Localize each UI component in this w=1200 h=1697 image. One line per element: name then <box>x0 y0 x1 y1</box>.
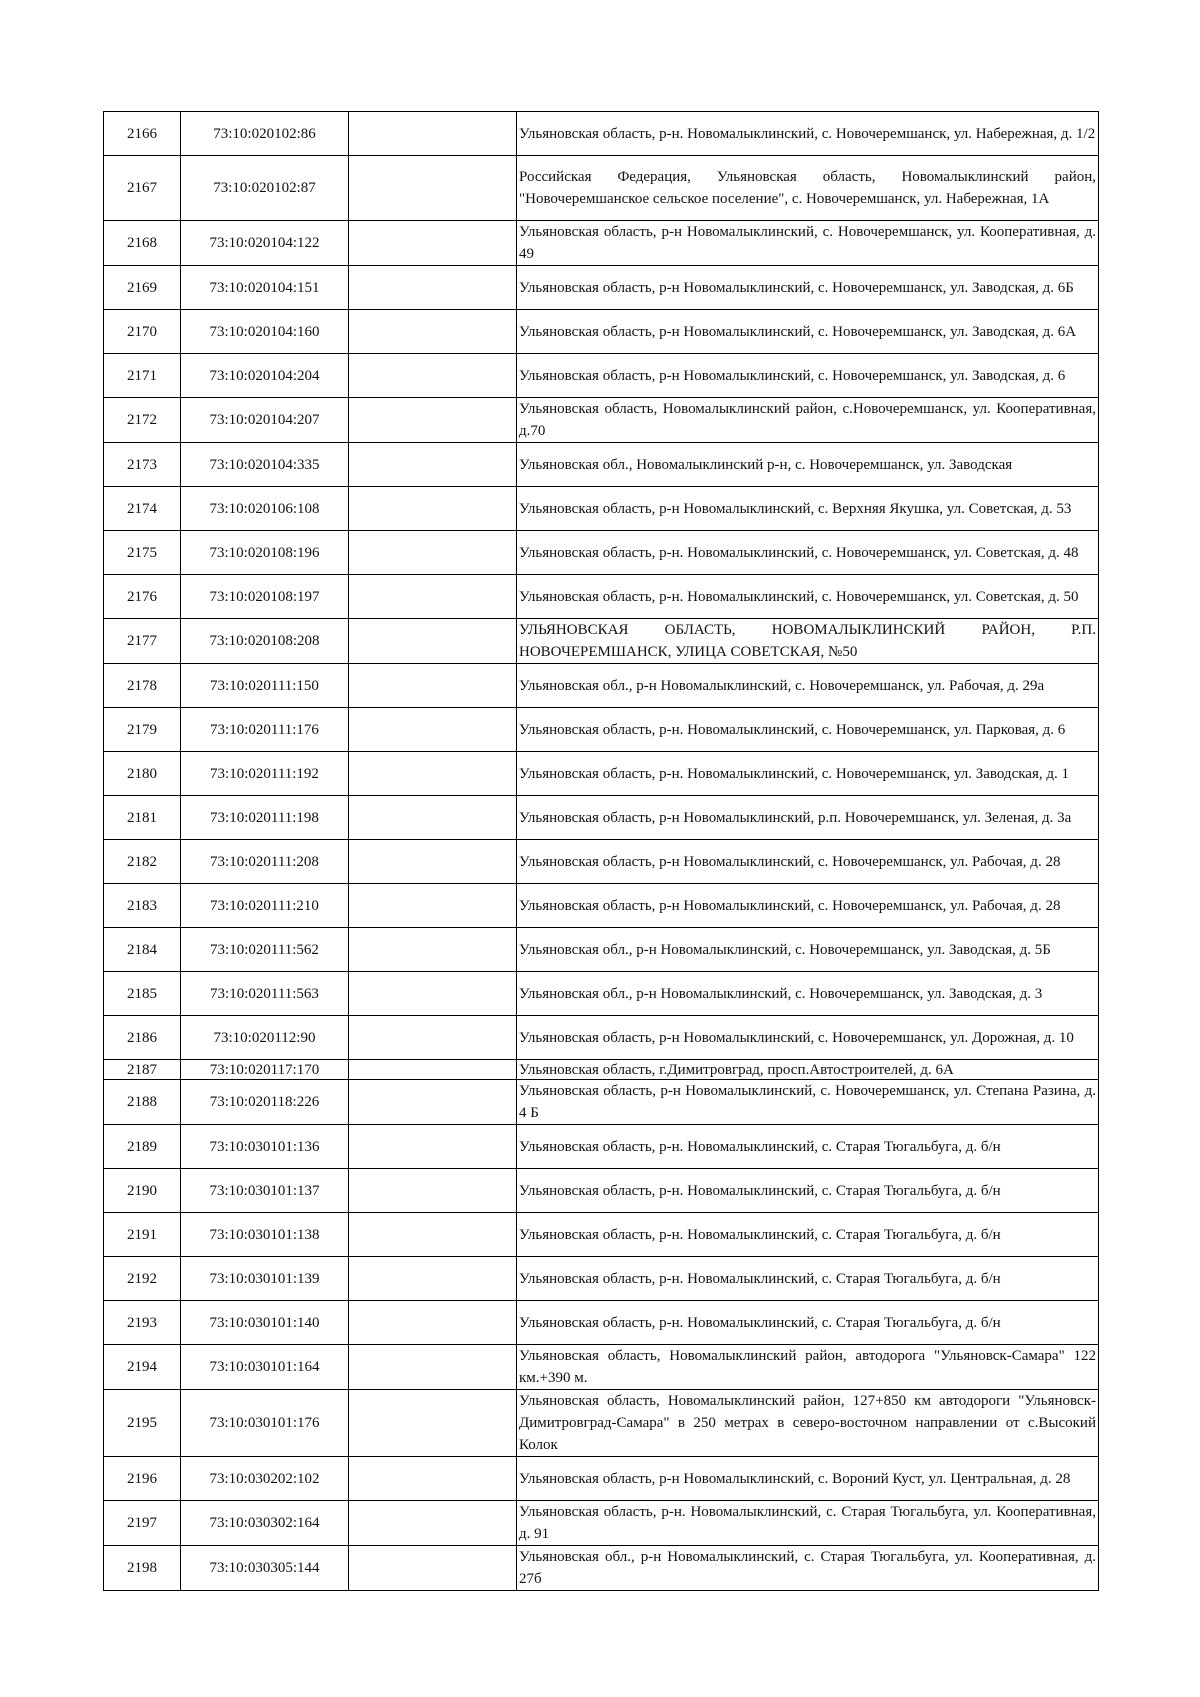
table-row <box>104 664 1099 708</box>
address-cell: Ульяновская область, р-н. Новомалыклинский, с. Старая Тюгальбуга, ул. Кооперативная, д. 91 <box>517 1501 1099 1546</box>
address-cell: Ульяновская область, Новомалыклинский район, 127+850 км автодороги "Ульяновск-Димитровград-Самара" в 250 метрах в северо-восточном направлении от с.Высокий Колок <box>517 1390 1099 1457</box>
row-number-cell: 2187 <box>104 1060 181 1080</box>
address-cell: Ульяновская область, р-н Новомалыклинский, с. Новочеремшанск, ул. Степана Разина, д. 4 Б <box>517 1080 1099 1125</box>
table-row <box>104 575 1099 619</box>
empty-cell <box>349 619 517 664</box>
table-row <box>104 531 1099 575</box>
address-cell: Ульяновская обл., р-н Новомалыклинский, с. Старая Тюгальбуга, ул. Кооперативная, д. 27б <box>517 1546 1099 1591</box>
row-number-cell: 2188 <box>104 1080 181 1125</box>
empty-cell <box>349 708 517 752</box>
empty-cell <box>349 1257 517 1301</box>
row-number-cell: 2186 <box>104 1016 181 1060</box>
row-number-cell: 2177 <box>104 619 181 664</box>
row-number-cell: 2190 <box>104 1169 181 1213</box>
row-number-cell: 2170 <box>104 310 181 354</box>
table-row <box>104 752 1099 796</box>
table-row <box>104 1169 1099 1213</box>
table-row <box>104 398 1099 443</box>
cadastral-number-cell: 73:10:030101:137 <box>181 1169 349 1213</box>
table-row <box>104 928 1099 972</box>
table-row <box>104 487 1099 531</box>
row-number-cell: 2197 <box>104 1501 181 1546</box>
cadastral-number-cell: 73:10:020111:150 <box>181 664 349 708</box>
row-number-cell: 2194 <box>104 1345 181 1390</box>
address-cell: Ульяновская область, р-н Новомалыклинский, с. Новочеремшанск, ул. Кооперативная, д. 49 <box>517 221 1099 266</box>
address-cell: Ульяновская область, р-н Новомалыклинский, с. Новочеремшанск, ул. Дорожная, д. 10 <box>517 1016 1099 1060</box>
address-cell: Ульяновская область, р-н Новомалыклинский, с. Верхняя Якушка, ул. Советская, д. 53 <box>517 487 1099 531</box>
table-row <box>104 1080 1099 1125</box>
table-row <box>104 840 1099 884</box>
empty-cell <box>349 443 517 487</box>
address-cell: Ульяновская область, р-н. Новомалыклинский, с. Старая Тюгальбуга, д. б/н <box>517 1213 1099 1257</box>
row-number-cell: 2168 <box>104 221 181 266</box>
empty-cell <box>349 354 517 398</box>
row-number-cell: 2191 <box>104 1213 181 1257</box>
table-row <box>104 1457 1099 1501</box>
empty-cell <box>349 928 517 972</box>
cadastral-number-cell: 73:10:020111:210 <box>181 884 349 928</box>
empty-cell <box>349 112 517 156</box>
table-row <box>104 1501 1099 1546</box>
registry-table-body <box>104 112 1099 1591</box>
cadastral-number-cell: 73:10:020108:197 <box>181 575 349 619</box>
empty-cell <box>349 796 517 840</box>
row-number-cell: 2182 <box>104 840 181 884</box>
row-number-cell: 2185 <box>104 972 181 1016</box>
table-row <box>104 156 1099 221</box>
address-cell: Ульяновская обл., р-н Новомалыклинский, с. Новочеремшанск, ул. Заводская, д. 3 <box>517 972 1099 1016</box>
empty-cell <box>349 310 517 354</box>
address-cell: Ульяновская область, р-н. Новомалыклинский, с. Новочеремшанск, ул. Заводская, д. 1 <box>517 752 1099 796</box>
empty-cell <box>349 156 517 221</box>
table-row <box>104 796 1099 840</box>
empty-cell <box>349 1345 517 1390</box>
row-number-cell: 2171 <box>104 354 181 398</box>
cadastral-number-cell: 73:10:020104:122 <box>181 221 349 266</box>
address-cell: Ульяновская область, р-н. Новомалыклинский, с. Старая Тюгальбуга, д. б/н <box>517 1257 1099 1301</box>
cadastral-number-cell: 73:10:020104:207 <box>181 398 349 443</box>
empty-cell <box>349 1060 517 1080</box>
row-number-cell: 2193 <box>104 1301 181 1345</box>
empty-cell <box>349 398 517 443</box>
cadastral-number-cell: 73:10:020118:226 <box>181 1080 349 1125</box>
table-row <box>104 1390 1099 1457</box>
address-cell: Ульяновская обл., р-н Новомалыклинский, с. Новочеремшанск, ул. Заводская, д. 5Б <box>517 928 1099 972</box>
cadastral-number-cell: 73:10:020102:86 <box>181 112 349 156</box>
row-number-cell: 2172 <box>104 398 181 443</box>
address-cell: Российская Федерация, Ульяновская область, Новомалыклинский район, "Новочеремшанское сельское поселение", с. Новочеремшанск, ул. Набережная, 1А <box>517 156 1099 221</box>
address-cell: Ульяновская область, р-н Новомалыклинский, с. Новочеремшанск, ул. Заводская, д. 6 <box>517 354 1099 398</box>
row-number-cell: 2179 <box>104 708 181 752</box>
cadastral-number-cell: 73:10:020111:198 <box>181 796 349 840</box>
address-cell: Ульяновская обл., р-н Новомалыклинский, с. Новочеремшанск, ул. Рабочая, д. 29а <box>517 664 1099 708</box>
table-row <box>104 1016 1099 1060</box>
table-row <box>104 1301 1099 1345</box>
address-cell: Ульяновская область, р-н Новомалыклинский, с. Вороний Куст, ул. Центральная, д. 28 <box>517 1457 1099 1501</box>
table-row <box>104 1546 1099 1591</box>
table-row <box>104 1125 1099 1169</box>
address-cell: Ульяновская область, г.Димитровград, просп.Автостроителей, д. 6А <box>517 1060 1099 1080</box>
row-number-cell: 2196 <box>104 1457 181 1501</box>
table-row <box>104 443 1099 487</box>
row-number-cell: 2192 <box>104 1257 181 1301</box>
empty-cell <box>349 1016 517 1060</box>
empty-cell <box>349 1301 517 1345</box>
table-row <box>104 354 1099 398</box>
cadastral-number-cell: 73:10:030101:136 <box>181 1125 349 1169</box>
cadastral-number-cell: 73:10:030101:176 <box>181 1390 349 1457</box>
address-cell: Ульяновская область, р-н Новомалыклинский, р.п. Новочеремшанск, ул. Зеленая, д. 3а <box>517 796 1099 840</box>
row-number-cell: 2184 <box>104 928 181 972</box>
address-cell: Ульяновская область, Новомалыклинский район, с.Новочеремшанск, ул. Кооперативная, д.70 <box>517 398 1099 443</box>
address-cell: Ульяновская область, р-н Новомалыклинский, с. Новочеремшанск, ул. Заводская, д. 6А <box>517 310 1099 354</box>
cadastral-number-cell: 73:10:020104:335 <box>181 443 349 487</box>
cadastral-number-cell: 73:10:020104:151 <box>181 266 349 310</box>
empty-cell <box>349 1125 517 1169</box>
address-cell: Ульяновская область, р-н Новомалыклинский, с. Новочеремшанск, ул. Рабочая, д. 28 <box>517 884 1099 928</box>
address-cell: Ульяновская область, р-н. Новомалыклинский, с. Новочеремшанск, ул. Советская, д. 50 <box>517 575 1099 619</box>
empty-cell <box>349 1457 517 1501</box>
empty-cell <box>349 884 517 928</box>
empty-cell <box>349 664 517 708</box>
cadastral-number-cell: 73:10:020108:196 <box>181 531 349 575</box>
empty-cell <box>349 752 517 796</box>
table-row <box>104 266 1099 310</box>
cadastral-number-cell: 73:10:030101:164 <box>181 1345 349 1390</box>
empty-cell <box>349 1213 517 1257</box>
table-row <box>104 619 1099 664</box>
empty-cell <box>349 575 517 619</box>
table-row <box>104 708 1099 752</box>
cadastral-number-cell: 73:10:020104:204 <box>181 354 349 398</box>
address-cell: Ульяновская область, р-н Новомалыклинский, с. Новочеремшанск, ул. Заводская, д. 6Б <box>517 266 1099 310</box>
row-number-cell: 2166 <box>104 112 181 156</box>
empty-cell <box>349 1546 517 1591</box>
row-number-cell: 2178 <box>104 664 181 708</box>
cadastral-number-cell: 73:10:020108:208 <box>181 619 349 664</box>
row-number-cell: 2169 <box>104 266 181 310</box>
address-cell: Ульяновская область, р-н. Новомалыклинский, с. Новочеремшанск, ул. Парковая, д. 6 <box>517 708 1099 752</box>
cadastral-number-cell: 73:10:030101:138 <box>181 1213 349 1257</box>
row-number-cell: 2175 <box>104 531 181 575</box>
table-row <box>104 972 1099 1016</box>
cadastral-number-cell: 73:10:020111:563 <box>181 972 349 1016</box>
empty-cell <box>349 487 517 531</box>
table-row <box>104 112 1099 156</box>
cadastral-number-cell: 73:10:020111:208 <box>181 840 349 884</box>
cadastral-number-cell: 73:10:020111:176 <box>181 708 349 752</box>
table-row <box>104 1257 1099 1301</box>
address-cell: Ульяновская область, р-н. Новомалыклинский, с. Старая Тюгальбуга, д. б/н <box>517 1169 1099 1213</box>
row-number-cell: 2180 <box>104 752 181 796</box>
cadastral-number-cell: 73:10:020111:562 <box>181 928 349 972</box>
cadastral-number-cell: 73:10:030305:144 <box>181 1546 349 1591</box>
row-number-cell: 2198 <box>104 1546 181 1591</box>
row-number-cell: 2189 <box>104 1125 181 1169</box>
table-row <box>104 1213 1099 1257</box>
row-number-cell: 2173 <box>104 443 181 487</box>
cadastral-number-cell: 73:10:030101:140 <box>181 1301 349 1345</box>
cadastral-number-cell: 73:10:020117:170 <box>181 1060 349 1080</box>
row-number-cell: 2176 <box>104 575 181 619</box>
row-number-cell: 2195 <box>104 1390 181 1457</box>
empty-cell <box>349 266 517 310</box>
cadastral-number-cell: 73:10:020112:90 <box>181 1016 349 1060</box>
empty-cell <box>349 1501 517 1546</box>
table-row <box>104 1060 1099 1080</box>
table-row <box>104 1345 1099 1390</box>
address-cell: Ульяновская область, р-н Новомалыклинский, с. Новочеремшанск, ул. Рабочая, д. 28 <box>517 840 1099 884</box>
table-row <box>104 221 1099 266</box>
cadastral-number-cell: 73:10:020111:192 <box>181 752 349 796</box>
empty-cell <box>349 221 517 266</box>
cadastral-number-cell: 73:10:020102:87 <box>181 156 349 221</box>
row-number-cell: 2181 <box>104 796 181 840</box>
address-cell: Ульяновская область, р-н. Новомалыклинский, с. Новочеремшанск, ул. Набережная, д. 1/2 <box>517 112 1099 156</box>
empty-cell <box>349 1169 517 1213</box>
cadastral-number-cell: 73:10:030302:164 <box>181 1501 349 1546</box>
empty-cell <box>349 840 517 884</box>
row-number-cell: 2174 <box>104 487 181 531</box>
address-cell: Ульяновская обл., Новомалыклинский р-н, с. Новочеремшанск, ул. Заводская <box>517 443 1099 487</box>
address-cell: Ульяновская область, Новомалыклинский район, автодорога "Ульяновск-Самара" 122 км.+390 м. <box>517 1345 1099 1390</box>
cadastral-number-cell: 73:10:030101:139 <box>181 1257 349 1301</box>
row-number-cell: 2183 <box>104 884 181 928</box>
empty-cell <box>349 972 517 1016</box>
address-cell: УЛЬЯНОВСКАЯ ОБЛАСТЬ, НОВОМАЛЫКЛИНСКИЙ РАЙОН, Р.П. НОВОЧЕРЕМШАНСК, УЛИЦА СОВЕТСКАЯ, №50 <box>517 619 1099 664</box>
empty-cell <box>349 1080 517 1125</box>
address-cell: Ульяновская область, р-н. Новомалыклинский, с. Старая Тюгальбуга, д. б/н <box>517 1301 1099 1345</box>
row-number-cell: 2167 <box>104 156 181 221</box>
registry-table <box>103 111 1099 1591</box>
cadastral-number-cell: 73:10:020104:160 <box>181 310 349 354</box>
empty-cell <box>349 531 517 575</box>
cadastral-number-cell: 73:10:030202:102 <box>181 1457 349 1501</box>
address-cell: Ульяновская область, р-н. Новомалыклинский, с. Старая Тюгальбуга, д. б/н <box>517 1125 1099 1169</box>
empty-cell <box>349 1390 517 1457</box>
table-row <box>104 884 1099 928</box>
cadastral-number-cell: 73:10:020106:108 <box>181 487 349 531</box>
address-cell: Ульяновская область, р-н. Новомалыклинский, с. Новочеремшанск, ул. Советская, д. 48 <box>517 531 1099 575</box>
table-row <box>104 310 1099 354</box>
